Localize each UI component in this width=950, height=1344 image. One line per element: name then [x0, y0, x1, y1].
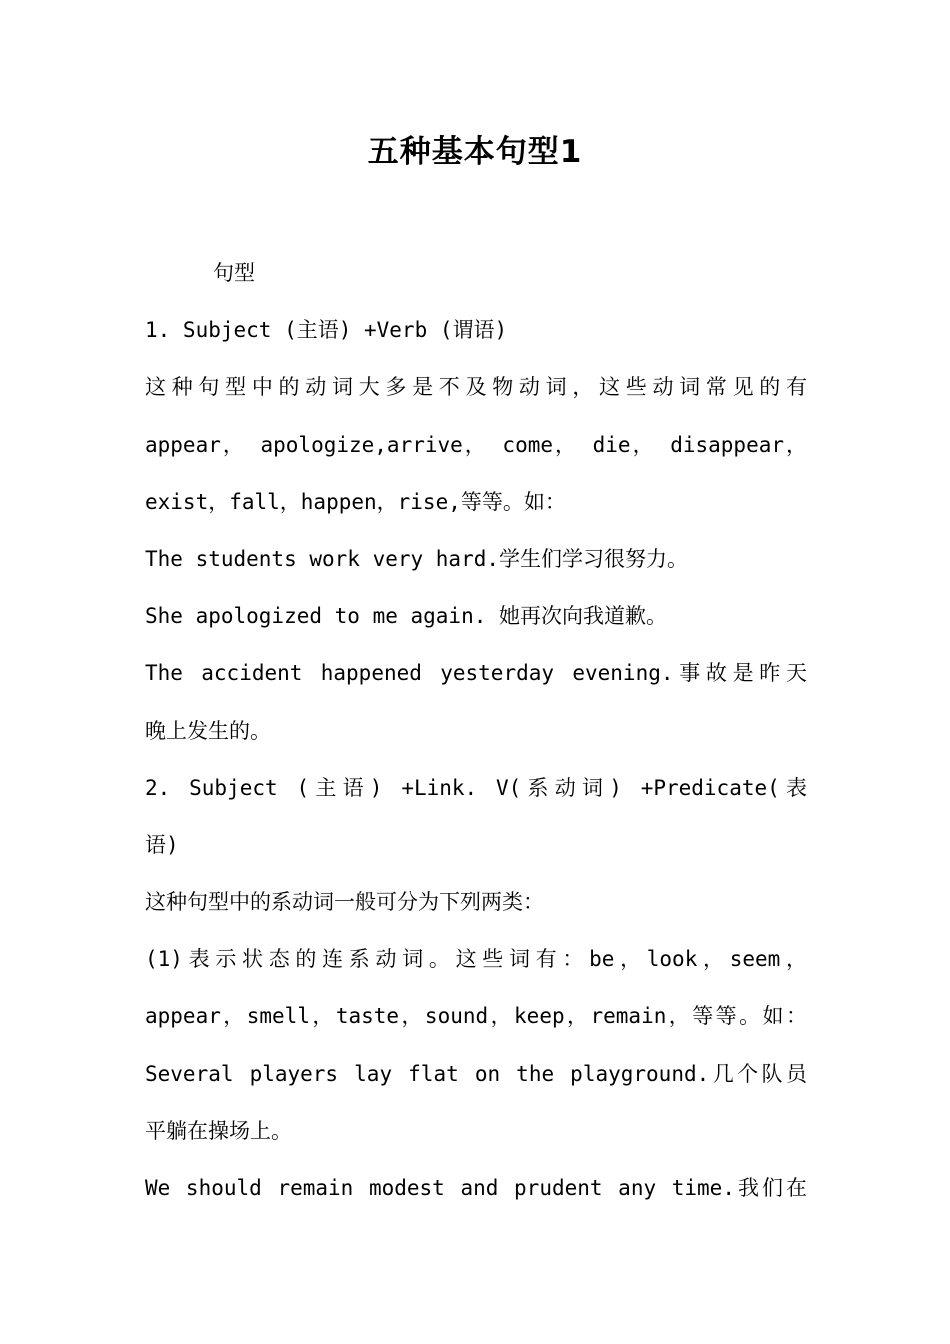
example-sentence: The students work very hard.学生们学习很努力。	[145, 546, 689, 571]
body-line: appear， apologize,arrive， come， die， disappear，	[145, 432, 807, 457]
body-line: exist，fall，happen，rise,等等。如：	[145, 489, 566, 514]
body-line: (1)表示状态的连系动词。这些词有：be，look，seem，	[145, 947, 807, 972]
pattern-heading-1: 1. Subject (主语) +Verb (谓语)	[145, 318, 508, 343]
document-title: 五种基本句型1	[367, 134, 583, 170]
example-sentence: She apologized to me again. 她再次向我道歉。	[145, 604, 668, 629]
section-heading: 句型	[213, 261, 255, 285]
example-sentence-continued: 晚上发生的。	[145, 718, 271, 743]
example-sentence: The accident happened yesterday evening.事故是昨天	[145, 661, 807, 686]
body-line: 这种句型中的动词大多是不及物动词，这些动词常见的有	[145, 375, 807, 400]
example-sentence: Several players lay flat on the playground.几个队员	[145, 1061, 807, 1086]
pattern-heading-2: 2. Subject (主语) +Link. V(系动词) +Predicate(表	[145, 775, 807, 800]
example-sentence: We should remain modest and prudent any time.我们在	[145, 1176, 807, 1200]
pattern-heading-2-continued: 语)	[145, 832, 179, 857]
document-body	[145, 245, 807, 1217]
body-line: 这种句型中的系动词一般可分为下列两类：	[145, 890, 544, 915]
example-sentence-continued: 平躺在操场上。	[145, 1118, 292, 1143]
body-line: appear，smell，taste，sound，keep，remain，等等。如：	[145, 1004, 807, 1029]
